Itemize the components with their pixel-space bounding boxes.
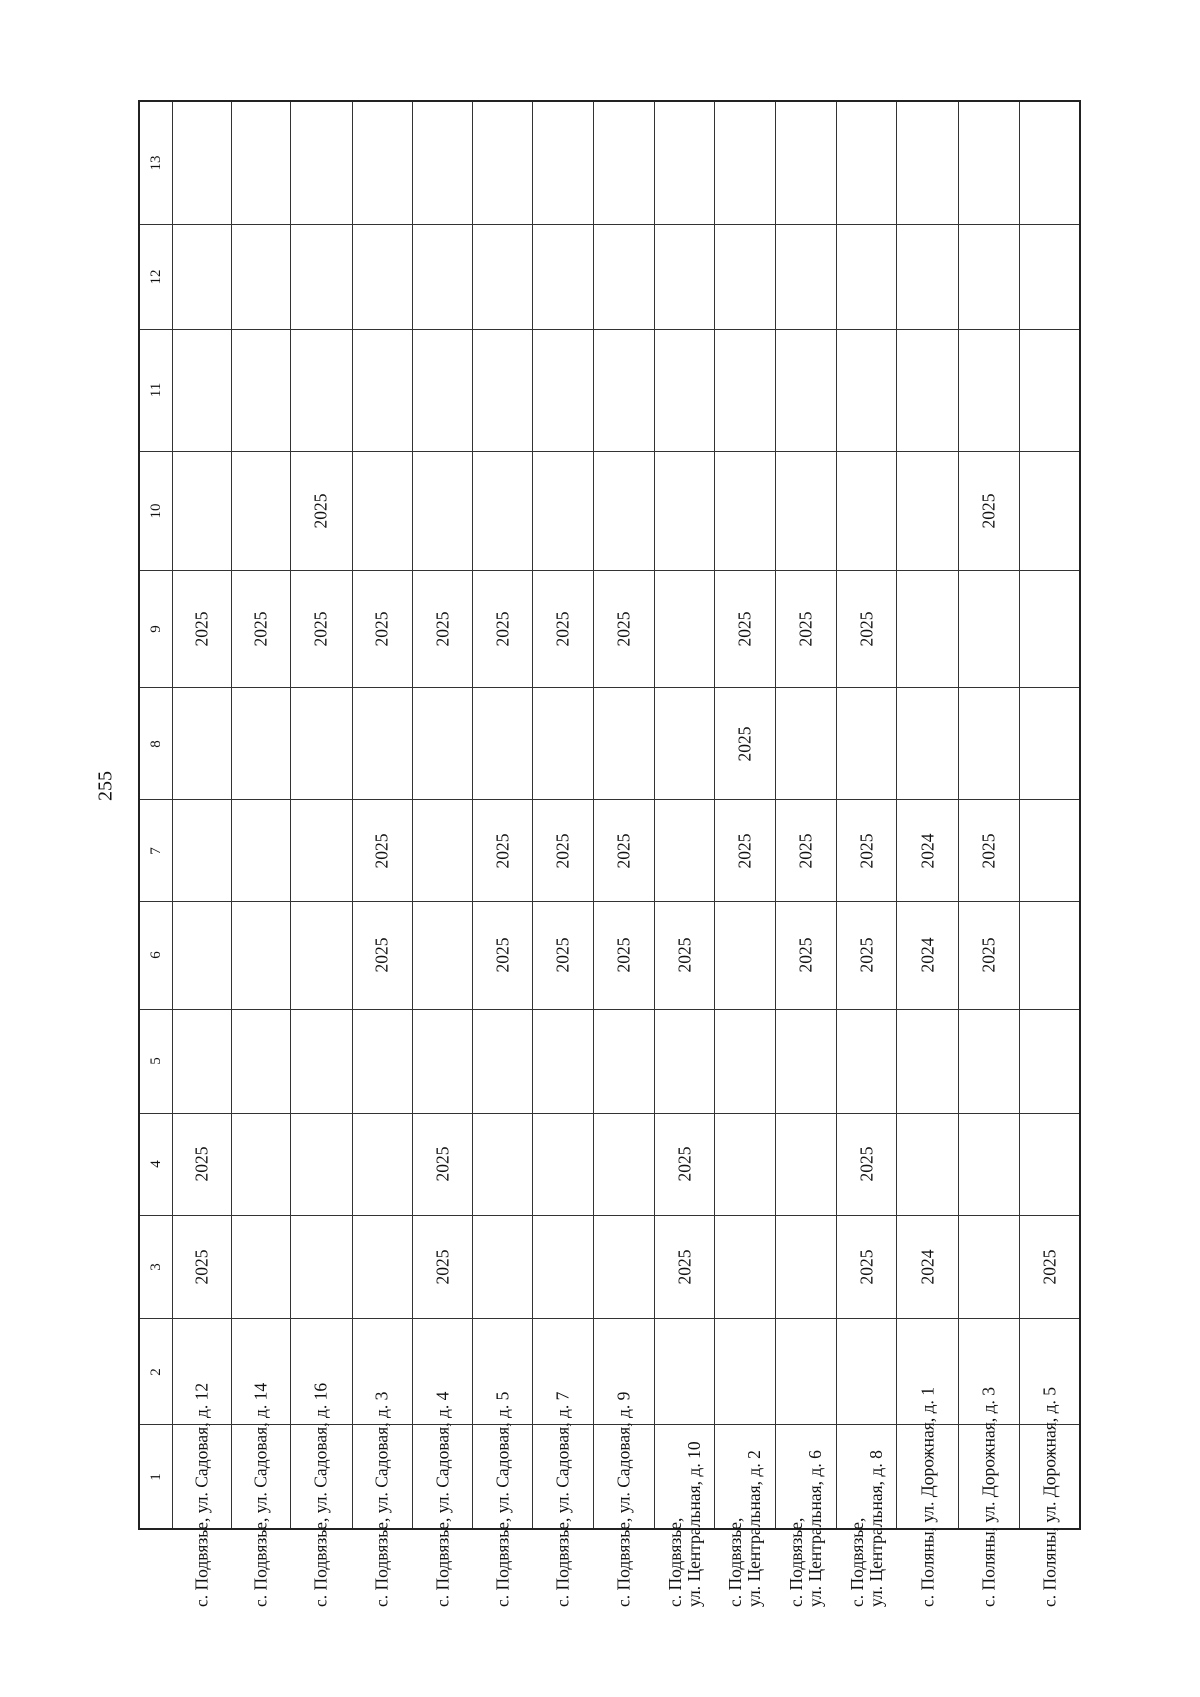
year-cell [958, 800, 1019, 901]
year-cell [291, 1113, 352, 1216]
year-cell [473, 1113, 533, 1216]
column-header [139, 1216, 172, 1319]
year-cell [837, 451, 897, 570]
year-cell [958, 901, 1019, 1009]
address-line: с. Подвязье, ул. Садовая, д. 5 [492, 1391, 513, 1607]
year-cell [655, 901, 715, 1009]
year-cell [593, 224, 654, 329]
year-cell [897, 224, 958, 329]
year-value: 2025 [310, 493, 331, 529]
year-value: 2025 [431, 1146, 452, 1182]
year-cell [1020, 101, 1080, 224]
column-header-label: 5 [147, 1057, 164, 1065]
year-cell [958, 101, 1019, 224]
year-value: 2025 [674, 1146, 695, 1182]
year-cell [715, 101, 775, 224]
address-cell [715, 1425, 775, 1607]
column-header-label: 2 [147, 1367, 164, 1376]
year-cell [473, 570, 533, 688]
year-cell [172, 329, 231, 451]
year-cell [232, 901, 291, 1009]
year-cell [593, 329, 654, 451]
address-text [252, 1347, 271, 1607]
year-cell [897, 1216, 958, 1319]
table-row [139, 1009, 1080, 1113]
year-cell [172, 901, 231, 1009]
address-text [553, 1347, 572, 1607]
year-cell [412, 1009, 472, 1113]
year-cell [593, 901, 654, 1009]
year-cell [533, 1216, 593, 1319]
year-cell [412, 688, 472, 800]
year-cell [775, 1009, 836, 1113]
address-line: с. Поляны, ул. Дорожная, д. 5 [1038, 1386, 1059, 1607]
year-value: 2025 [371, 833, 392, 869]
address-line: ул. Центральная, д. 2 [744, 1449, 765, 1607]
year-value: 2025 [613, 937, 634, 973]
table-row [139, 688, 1080, 800]
year-cell [291, 688, 352, 800]
column-header-label: 12 [147, 269, 164, 285]
address-line: с. Поляны, ул. Дорожная, д. 3 [978, 1386, 999, 1607]
year-cell [533, 570, 593, 688]
column-header-label: 6 [147, 951, 164, 959]
address-text [918, 1347, 937, 1607]
year-cell [958, 570, 1019, 688]
year-cell [655, 451, 715, 570]
year-cell [897, 570, 958, 688]
column-header [139, 1009, 172, 1113]
column-header [139, 224, 172, 329]
table-row [139, 800, 1080, 901]
address-text [433, 1347, 452, 1607]
year-cell [1020, 224, 1080, 329]
year-cell [473, 1216, 533, 1319]
year-cell [958, 329, 1019, 451]
year-cell [593, 1009, 654, 1113]
year-value: 2025 [613, 611, 634, 647]
address-text [614, 1347, 633, 1607]
year-cell [473, 101, 533, 224]
year-value: 2025 [250, 611, 271, 647]
address-text [979, 1347, 998, 1607]
column-header [139, 1113, 172, 1216]
year-cell [291, 800, 352, 901]
page-number: 255 [94, 771, 117, 801]
year-value: 2025 [492, 937, 513, 973]
year-value: 2024 [916, 937, 937, 973]
address-cell [533, 1391, 593, 1607]
year-cell [232, 101, 291, 224]
year-cell [232, 570, 291, 688]
year-cell [473, 688, 533, 800]
year-cell [715, 688, 775, 800]
year-cell [958, 451, 1019, 570]
address-cell [232, 1382, 291, 1607]
table-row [139, 1113, 1080, 1216]
year-cell [655, 224, 715, 329]
address-line: с. Подвязье, ул. Садовая, д. 12 [191, 1382, 212, 1607]
column-header [139, 1318, 172, 1425]
year-cell [775, 451, 836, 570]
year-cell [593, 1216, 654, 1319]
address-text [493, 1347, 512, 1607]
year-cell [291, 1009, 352, 1113]
year-cell [533, 1009, 593, 1113]
year-value: 2025 [191, 1146, 212, 1182]
address-cell [958, 1386, 1019, 1607]
year-cell [473, 329, 533, 451]
year-value: 2025 [552, 611, 573, 647]
year-cell [412, 570, 472, 688]
year-cell [775, 329, 836, 451]
year-cell [958, 688, 1019, 800]
address-line: с. Подвязье, [664, 1517, 685, 1607]
year-cell [412, 1216, 472, 1319]
year-cell [352, 1009, 412, 1113]
year-value: 2025 [856, 833, 877, 869]
year-cell [291, 451, 352, 570]
column-header-label: 7 [147, 846, 164, 855]
year-cell [291, 570, 352, 688]
year-value: 2025 [795, 611, 816, 647]
year-cell [352, 451, 412, 570]
year-cell [473, 800, 533, 901]
year-cell [232, 1216, 291, 1319]
year-cell [837, 1113, 897, 1216]
address-cell [897, 1386, 958, 1607]
table-row [139, 1216, 1080, 1319]
address-line: с. Подвязье, ул. Садовая, д. 16 [310, 1382, 331, 1607]
address-line: с. Подвязье, ул. Садовая, д. 4 [431, 1391, 452, 1607]
year-cell [775, 901, 836, 1009]
year-cell [715, 570, 775, 688]
address-text [192, 1347, 211, 1607]
year-value: 2025 [310, 611, 331, 647]
year-cell [958, 1113, 1019, 1216]
column-header [139, 329, 172, 451]
year-cell [837, 688, 897, 800]
column-header-label: 4 [147, 1160, 164, 1169]
year-value: 2025 [978, 493, 999, 529]
year-cell [655, 329, 715, 451]
year-value: 2025 [1038, 1249, 1059, 1285]
column-header-label: 9 [147, 625, 164, 633]
year-cell [655, 570, 715, 688]
year-value: 2025 [734, 726, 755, 762]
year-cell [837, 570, 897, 688]
year-cell [172, 224, 231, 329]
column-header-label: 1 [147, 1472, 164, 1481]
year-value: 2025 [191, 1249, 212, 1285]
year-cell [232, 688, 291, 800]
table-row [139, 901, 1080, 1009]
year-cell [1020, 1113, 1080, 1216]
year-cell [533, 329, 593, 451]
year-cell [655, 1113, 715, 1216]
year-value: 2025 [674, 937, 695, 973]
year-value: 2025 [734, 833, 755, 869]
year-value: 2025 [795, 937, 816, 973]
address-text [847, 1347, 886, 1607]
schedule-table [138, 100, 1081, 1607]
column-header [139, 800, 172, 901]
address-line: с. Подвязье, ул. Садовая, д. 7 [552, 1391, 573, 1607]
year-cell [958, 224, 1019, 329]
column-header [139, 101, 172, 224]
year-cell [897, 1009, 958, 1113]
address-cell [473, 1391, 533, 1607]
year-cell [232, 800, 291, 901]
year-cell [352, 329, 412, 451]
address-text [787, 1347, 826, 1607]
table-row [139, 451, 1080, 570]
address-cell [291, 1382, 352, 1607]
year-value: 2025 [191, 611, 212, 647]
year-value: 2025 [552, 937, 573, 973]
year-cell [1020, 688, 1080, 800]
year-cell [412, 224, 472, 329]
address-line: с. Подвязье, ул. Садовая, д. 9 [613, 1391, 634, 1607]
year-cell [172, 1009, 231, 1113]
address-cell [352, 1391, 412, 1607]
year-cell [897, 101, 958, 224]
year-cell [291, 901, 352, 1009]
year-cell [352, 101, 412, 224]
column-header-label: 10 [147, 503, 164, 519]
year-cell [775, 688, 836, 800]
address-cell [172, 1382, 231, 1607]
year-value: 2025 [431, 1249, 452, 1285]
year-cell [897, 901, 958, 1009]
column-header [139, 570, 172, 688]
year-cell [473, 901, 533, 1009]
year-cell [655, 1216, 715, 1319]
year-cell [897, 329, 958, 451]
year-cell [1020, 451, 1080, 570]
table-row [139, 329, 1080, 451]
year-cell [352, 688, 412, 800]
year-cell [837, 901, 897, 1009]
year-value: 2025 [856, 937, 877, 973]
year-value: 2025 [552, 833, 573, 869]
year-cell [958, 1009, 1019, 1113]
year-cell [291, 101, 352, 224]
address-text [373, 1347, 392, 1607]
year-cell [352, 901, 412, 1009]
year-cell [958, 1216, 1019, 1319]
year-cell [775, 800, 836, 901]
year-cell [352, 224, 412, 329]
year-cell [232, 451, 291, 570]
address-line: с. Подвязье, [785, 1517, 806, 1607]
year-cell [232, 224, 291, 329]
year-cell [775, 101, 836, 224]
year-cell [412, 329, 472, 451]
year-value: 2025 [371, 611, 392, 647]
year-value: 2025 [856, 1249, 877, 1285]
year-cell [897, 688, 958, 800]
address-cell [655, 1425, 715, 1607]
year-cell [715, 1009, 775, 1113]
column-header-label: 8 [147, 740, 164, 748]
year-cell [897, 800, 958, 901]
table-row [139, 1425, 1080, 1529]
address-line: с. Подвязье, ул. Садовая, д. 3 [371, 1391, 392, 1607]
year-cell [232, 1009, 291, 1113]
year-value: 2025 [856, 1146, 877, 1182]
year-cell [412, 800, 472, 901]
year-cell [172, 1113, 231, 1216]
address-cell [412, 1391, 472, 1607]
address-line: с. Подвязье, [846, 1517, 867, 1607]
year-cell [775, 224, 836, 329]
year-cell [232, 329, 291, 451]
year-cell [655, 1009, 715, 1113]
year-value: 2025 [978, 937, 999, 973]
year-cell [533, 901, 593, 1009]
year-value: 2025 [795, 833, 816, 869]
year-value: 2025 [856, 611, 877, 647]
year-cell [715, 329, 775, 451]
year-cell [291, 1216, 352, 1319]
year-cell [412, 1113, 472, 1216]
year-cell [775, 1216, 836, 1319]
year-cell [412, 101, 472, 224]
year-value: 2024 [916, 1249, 937, 1285]
address-cell [593, 1391, 654, 1607]
year-cell [172, 800, 231, 901]
year-cell [715, 224, 775, 329]
year-cell [897, 1113, 958, 1216]
year-cell [1020, 1216, 1080, 1319]
year-cell [473, 1009, 533, 1113]
column-header-label: 11 [147, 383, 164, 398]
year-cell [837, 329, 897, 451]
year-cell [352, 800, 412, 901]
year-cell [837, 101, 897, 224]
year-cell [897, 451, 958, 570]
year-cell [715, 800, 775, 901]
address-line: с. Подвязье, ул. Садовая, д. 14 [250, 1382, 271, 1607]
year-value: 2025 [371, 937, 392, 973]
year-cell [533, 688, 593, 800]
year-cell [473, 451, 533, 570]
year-value: 2025 [978, 833, 999, 869]
column-header [139, 901, 172, 1009]
year-cell [291, 329, 352, 451]
address-text [1040, 1347, 1059, 1607]
year-cell [232, 1113, 291, 1216]
year-cell [593, 800, 654, 901]
address-text [666, 1347, 705, 1607]
address-line: с. Поляны, ул. Дорожная, д. 1 [916, 1386, 937, 1607]
year-cell [473, 224, 533, 329]
column-header [139, 688, 172, 800]
year-value: 2025 [674, 1249, 695, 1285]
address-line: ул. Центральная, д. 10 [683, 1441, 704, 1607]
year-cell [533, 1113, 593, 1216]
year-cell [715, 1113, 775, 1216]
year-cell [837, 1009, 897, 1113]
year-cell [533, 800, 593, 901]
year-value: 2025 [734, 611, 755, 647]
year-cell [352, 570, 412, 688]
year-cell [593, 570, 654, 688]
address-line: ул. Центральная, д. 8 [865, 1449, 886, 1607]
column-header [139, 1425, 172, 1529]
column-header-label: 3 [147, 1263, 164, 1271]
year-value: 2025 [613, 833, 634, 869]
year-cell [593, 101, 654, 224]
year-cell [172, 1216, 231, 1319]
address-cell [837, 1425, 897, 1607]
year-cell [412, 901, 472, 1009]
year-cell [352, 1113, 412, 1216]
table-row [139, 1318, 1080, 1425]
address-line: с. Подвязье, [724, 1517, 745, 1607]
year-value: 2025 [492, 611, 513, 647]
document-table [138, 100, 1081, 1607]
year-cell [593, 688, 654, 800]
table-row [139, 101, 1080, 224]
year-cell [533, 451, 593, 570]
year-cell [172, 101, 231, 224]
year-cell [1020, 329, 1080, 451]
year-cell [837, 224, 897, 329]
year-cell [715, 1216, 775, 1319]
year-cell [172, 451, 231, 570]
year-cell [533, 101, 593, 224]
year-cell [172, 688, 231, 800]
address-cell [1020, 1386, 1080, 1607]
year-value: 2025 [492, 833, 513, 869]
year-cell [1020, 901, 1080, 1009]
year-cell [291, 224, 352, 329]
column-header-label: 13 [147, 155, 164, 171]
year-cell [172, 570, 231, 688]
table-row [139, 224, 1080, 329]
year-cell [655, 800, 715, 901]
year-cell [775, 570, 836, 688]
table-row [139, 570, 1080, 688]
year-cell [412, 451, 472, 570]
year-cell [715, 901, 775, 1009]
year-value: 2025 [431, 611, 452, 647]
year-cell [775, 1113, 836, 1216]
column-header [139, 451, 172, 570]
year-cell [352, 1216, 412, 1319]
year-cell [837, 800, 897, 901]
year-cell [1020, 1009, 1080, 1113]
year-cell [593, 451, 654, 570]
year-cell [1020, 800, 1080, 901]
year-cell [655, 101, 715, 224]
year-cell [593, 1113, 654, 1216]
year-cell [655, 688, 715, 800]
year-cell [715, 451, 775, 570]
address-line: ул. Центральная, д. 6 [804, 1449, 825, 1607]
address-text [726, 1347, 765, 1607]
address-text [312, 1347, 331, 1607]
year-cell [1020, 570, 1080, 688]
year-cell [533, 224, 593, 329]
year-value: 2024 [916, 833, 937, 869]
address-cell [775, 1425, 836, 1607]
year-cell [837, 1216, 897, 1319]
